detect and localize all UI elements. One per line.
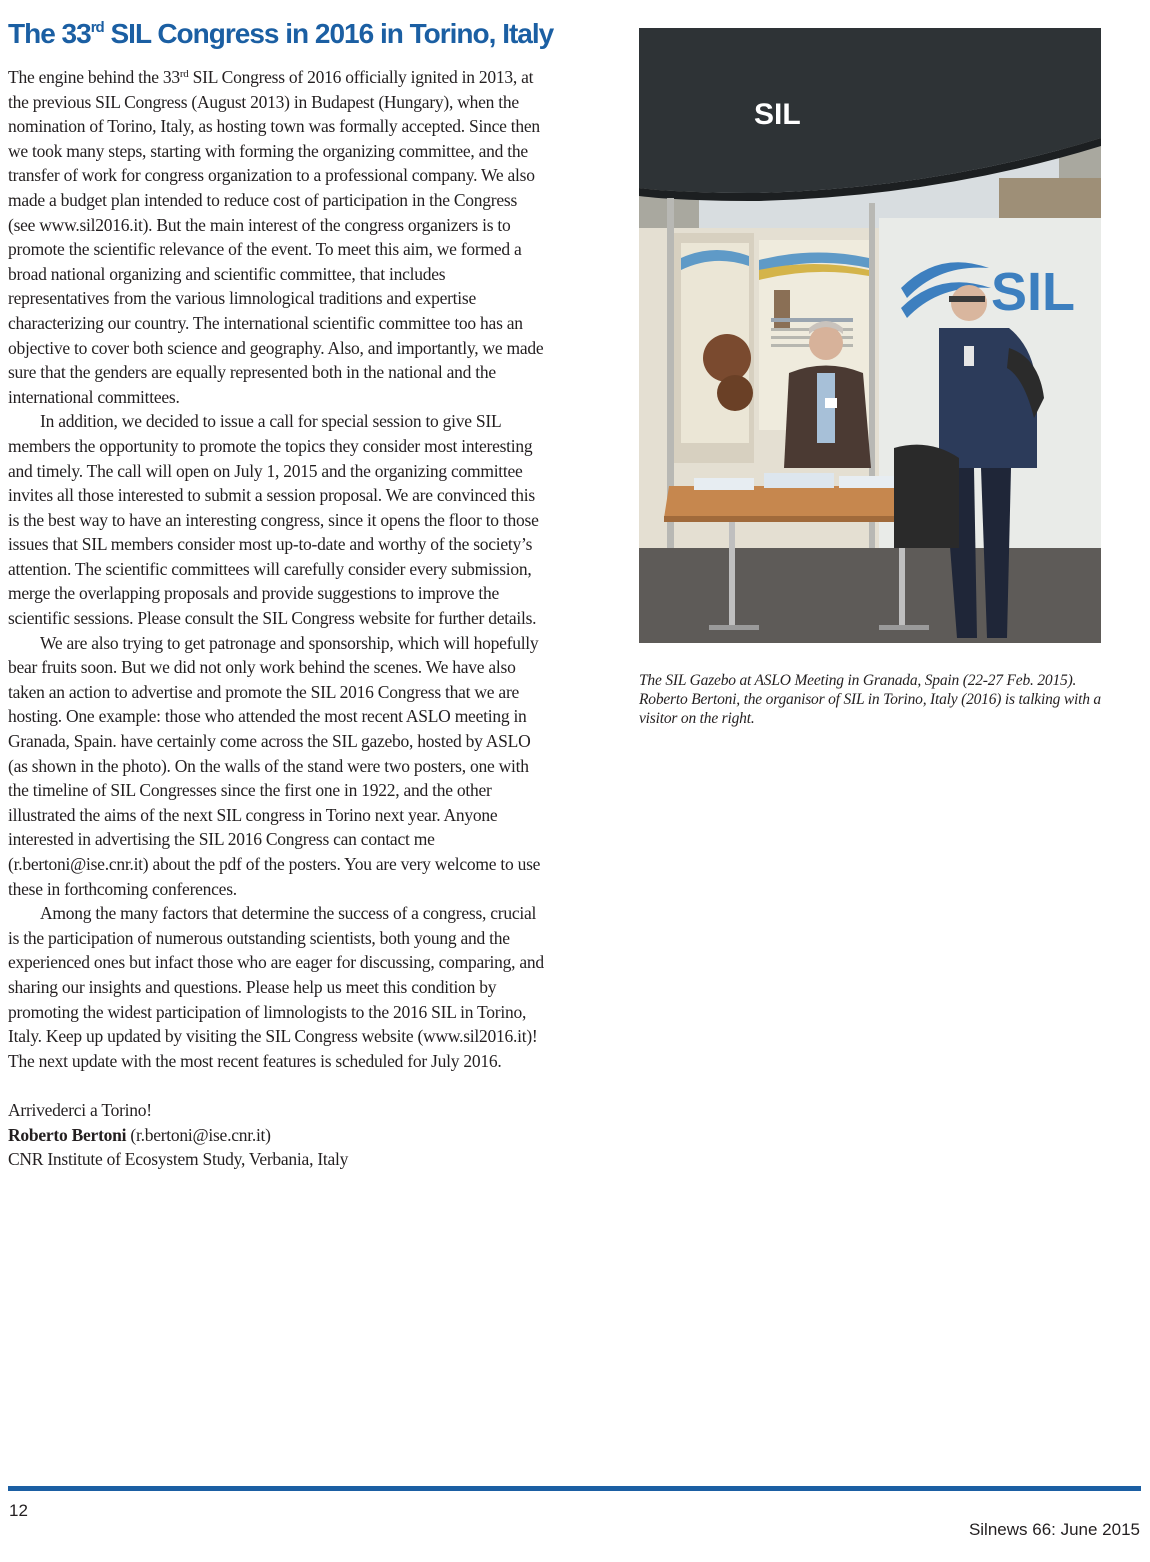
title-suffix: SIL Congress in 2016 in Torino, Italy [103,18,554,49]
article-body [8,65,548,1172]
article-title [8,14,553,54]
author-name: Roberto Bertoni [8,1124,127,1145]
author-line [8,1123,548,1148]
title-prefix: The 33 [8,18,91,49]
author-email: (r.bertoni@ise.cnr.it) [126,1124,271,1145]
ordinal-superscript: rd [179,68,189,80]
paragraph-4: Among the many factors that determine the success of a congress, crucial is the participation of numerous outstanding scientists, both young and the experienced ones but infact those who are eager for discussing, comparing, and sharing our insights and questions. Please help us meet this condition by promoting the widest participation of limnologists to the 2016 SIL in Torino, Italy. Keep up updated by visiting the SIL Congress website (www.sil2016.it)! The next update with the most recent features is scheduled for July 2016. [8,903,544,1071]
page-number: 12 [9,1501,28,1520]
title-superscript: rd [90,19,104,36]
signoff: Arrivederci a Torino! [8,1099,152,1120]
paragraph-1-start: The engine behind the 33 [8,67,180,87]
paragraph-1-rest: SIL Congress of 2016 officially ignited in 2013, at the previous SIL Congress (August 2013) in Budapest (Hungary), when the nomination of Torino, Italy, as hosting town was formally accepted. Since then we took many steps, starting with forming the organizing committee, and the transfer of work for congress organization to a professional company. We also made a budget plan intended to reduce cost of participation in the Congress (see www.sil2016.it). But the main interest of the congress organizers is to promote the scientific relevance of the event. To meet this aim, we formed a broad national organizing and scientific committee, that includes representatives from the various limnological traditions and expertise characterizing our country. The international scientific committee too has an objective to cover both science and geography. Also, and importantly, we made sure that the genders are equally represented both in the national and the international committees. [8,67,544,407]
paragraph-2: In addition, we decided to issue a call for special session to give SIL members the opportunity to promote the topics they consider most interesting and timely. The call will open on July 1, 2015 and the organizing committee invites all those interested to submit a session proposal. We are convinced this is the best way to have an interesting congress, since it opens the floor to those issues that SIL members consider most up-to-date and worthy of the society’s attention. The scientific committees will carefully consider every submission, merge the overlapping proposals and provide suggestions to improve the scientific sessions. Please consult the SIL Congress website for further details. [8,411,539,629]
banner-logo-text: SIL [754,98,801,131]
photo-caption: The SIL Gazebo at ASLO Meeting in Granada, Spain (22-27 Feb. 2015). Roberto Bertoni, the organisor of SIL in Torino, Italy (2016) is talking with a visitor on the right. [639,671,1101,727]
footer-divider [8,1486,1141,1491]
issue-label: Silnews 66: June 2015 [968,1520,1140,1539]
paragraph-1 [8,65,548,409]
backdrop-logo-text: SIL [991,262,1076,322]
paragraph-3: We are also trying to get patronage and sponsorship, which will hopefully bear fruits soon. But we did not only work behind the scenes. We have also taken an action to advertise and promote the SIL 2016 Congress that we are hosting. One example: those who attended the most recent ASLO meeting in Granada, Spain. have certainly come across the SIL gazebo, hosted by ASLO (as shown in the photo). On the walls of the stand were two posters, one with the timeline of SIL Congresses since the first one in 1922, and the other illustrated the aims of the next SIL congress in Torino next year. Anyone interested in advertising the SIL 2016 Congress can contact me (r.bertoni@ise.cnr.it) about the pdf of the posters. You are very welcome to use these in forthcoming conferences. [8,632,541,899]
booth-photo [639,28,1101,643]
author-affiliation: CNR Institute of Ecosystem Study, Verbania, Italy [8,1149,349,1170]
